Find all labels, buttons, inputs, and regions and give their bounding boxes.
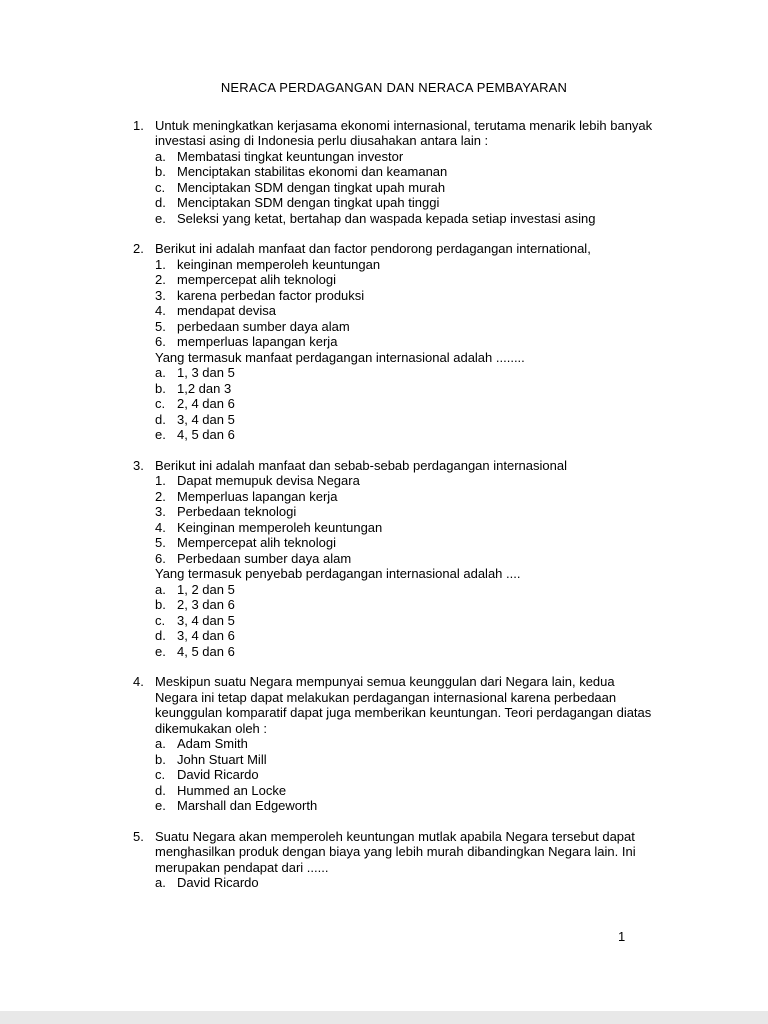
- question-stem: Yang termasuk penyebab perdagangan internasional adalah ....: [155, 566, 521, 581]
- option-letter: a.: [155, 875, 166, 890]
- option-letter: a.: [155, 581, 166, 597]
- option-text: Menciptakan SDM dengan tingkat upah murah: [177, 179, 446, 195]
- question-body: [155, 674, 655, 814]
- question-block: [133, 829, 655, 891]
- answer-option: [155, 736, 655, 752]
- list-item-text: Dapat memupuk devisa Negara: [177, 473, 360, 488]
- option-letter: e.: [155, 643, 166, 659]
- option-text: 1,2 dan 3: [177, 380, 232, 396]
- list-item-text: karena perbedan factor produksi: [177, 287, 365, 303]
- list-item-number: 4.: [155, 519, 166, 535]
- option-letter: a.: [155, 365, 166, 380]
- answer-option: [155, 365, 655, 381]
- option-text: 3, 4 dan 6: [177, 628, 235, 643]
- option-letter: a.: [155, 736, 166, 751]
- option-text: Menciptakan stabilitas ekonomi dan keamanan: [177, 164, 448, 179]
- option-letter: c.: [155, 179, 166, 195]
- question-text: Untuk meningkatkan kerjasama ekonomi internasional, terutama menarik lebih banyak investasi asing di Indonesia perlu diusahakan antara lain :: [155, 117, 653, 148]
- question-number: 5.: [133, 828, 144, 844]
- list-item: [155, 303, 655, 319]
- question-row: [133, 674, 655, 814]
- question-number: 3.: [133, 457, 144, 473]
- question-number: 1.: [133, 117, 144, 133]
- answer-option: [155, 875, 655, 891]
- list-item: [155, 334, 655, 350]
- option-text: Hummed an Locke: [177, 782, 287, 798]
- list-item-number: 4.: [155, 303, 166, 318]
- question-row: [133, 458, 655, 660]
- answer-option: [155, 752, 655, 768]
- list-item-text: Memperluas lapangan kerja: [177, 488, 338, 504]
- list-item: [155, 319, 655, 335]
- list-item: [155, 257, 655, 273]
- question-stem: Yang termasuk manfaat perdagangan internasional adalah ........: [155, 349, 525, 365]
- question-body: [155, 829, 655, 891]
- question-text: Suatu Negara akan memperoleh keuntungan mutlak apabila Negara tersebut dapat menghasilkan produk dengan biaya yang lebih murah dibandingkan Negara lain. Ini merupakan pendapat dari ......: [155, 828, 636, 875]
- list-item-number: 3.: [155, 504, 166, 519]
- answer-option: [155, 783, 655, 799]
- question-number: 2.: [133, 241, 144, 256]
- answer-option: [155, 149, 655, 165]
- option-text: 3, 4 dan 5: [177, 411, 235, 427]
- answer-option: [155, 164, 655, 180]
- list-item-text: mempercepat alih teknologi: [177, 272, 336, 287]
- option-letter: c.: [155, 396, 166, 411]
- answer-option: [155, 597, 655, 613]
- page-number: 1: [618, 929, 626, 944]
- answer-option: [155, 412, 655, 428]
- list-item-number: 2.: [155, 272, 166, 287]
- list-item-number: 2.: [155, 488, 166, 504]
- list-item: [155, 489, 655, 505]
- list-item-text: mendapat devisa: [177, 303, 277, 318]
- list-item-number: 6.: [155, 550, 166, 566]
- list-item: [155, 520, 655, 536]
- list-item-text: Perbedaan sumber daya alam: [177, 550, 352, 566]
- option-text: Menciptakan SDM dengan tingkat upah tinggi: [177, 195, 440, 210]
- answer-option: [155, 427, 655, 443]
- option-text: 1, 3 dan 5: [177, 365, 235, 380]
- question-row: [133, 241, 655, 443]
- list-item-number: 5.: [155, 318, 166, 334]
- option-letter: d.: [155, 628, 166, 643]
- list-item-text: Perbedaan teknologi: [177, 504, 297, 519]
- option-text: Marshall dan Edgeworth: [177, 798, 318, 813]
- list-item: [155, 473, 655, 489]
- question-body: [155, 458, 655, 660]
- option-letter: d.: [155, 782, 166, 798]
- answer-option: [155, 396, 655, 412]
- list-item-text: memperluas lapangan kerja: [177, 334, 338, 349]
- answer-option: [155, 644, 655, 660]
- option-text: 4, 5 dan 6: [177, 643, 235, 659]
- answer-option: [155, 798, 655, 814]
- option-letter: e.: [155, 427, 166, 442]
- option-text: Membatasi tingkat keuntungan investor: [177, 148, 404, 164]
- questions-list: [133, 118, 655, 891]
- option-letter: b.: [155, 380, 166, 396]
- option-letter: e.: [155, 210, 166, 226]
- option-letter: d.: [155, 195, 166, 210]
- question-body: [155, 241, 655, 443]
- option-letter: e.: [155, 798, 166, 813]
- option-text: David Ricardo: [177, 875, 259, 890]
- option-letter: b.: [155, 597, 166, 612]
- option-text: David Ricardo: [177, 767, 259, 782]
- answer-option: [155, 180, 655, 196]
- option-text: 1, 2 dan 5: [177, 581, 235, 597]
- option-letter: b.: [155, 751, 166, 767]
- list-item-number: 1.: [155, 473, 166, 488]
- option-letter: d.: [155, 411, 166, 427]
- list-item: [155, 535, 655, 551]
- answer-option: [155, 582, 655, 598]
- answer-option: [155, 381, 655, 397]
- answer-option: [155, 628, 655, 644]
- list-item-number: 5.: [155, 535, 166, 550]
- option-text: 3, 4 dan 5: [177, 612, 235, 628]
- question-number: 4.: [133, 674, 144, 689]
- question-text: Berikut ini adalah manfaat dan sebab-sebab perdagangan internasional: [155, 457, 567, 473]
- question-text: Meskipun suatu Negara mempunyai semua keunggulan dari Negara lain, kedua Negara ini tetap dapat melakukan perdagangan internasional karena perbedaan keunggulan komparatif dapat juga memberikan keuntungan. Teori perdagangan diatas dikemukakan oleh :: [155, 674, 652, 736]
- list-item-text: keinginan memperoleh keuntungan: [177, 256, 381, 272]
- answer-option: [155, 613, 655, 629]
- option-text: Adam Smith: [177, 736, 248, 751]
- option-letter: a.: [155, 148, 166, 164]
- question-block: [133, 118, 655, 227]
- answer-option: [155, 195, 655, 211]
- question-block: [133, 241, 655, 443]
- question-block: [133, 458, 655, 660]
- list-item: [155, 288, 655, 304]
- question-body: [155, 118, 655, 227]
- option-text: Seleksi yang ketat, bertahap dan waspada kepada setiap investasi asing: [177, 210, 596, 226]
- list-item-number: 6.: [155, 334, 166, 349]
- option-letter: c.: [155, 612, 166, 628]
- question-row: [133, 118, 655, 227]
- answer-option: [155, 211, 655, 227]
- list-item-text: Mempercepat alih teknologi: [177, 535, 336, 550]
- list-item: [155, 272, 655, 288]
- list-item: [155, 551, 655, 567]
- option-letter: c.: [155, 767, 166, 782]
- option-text: John Stuart Mill: [177, 751, 267, 767]
- document-title: NERACA PERDAGANGAN DAN NERACA PEMBAYARAN: [220, 80, 568, 95]
- option-text: 2, 3 dan 6: [177, 597, 235, 612]
- list-item-number: 1.: [155, 256, 166, 272]
- question-row: [133, 829, 655, 891]
- question-text: Berikut ini adalah manfaat dan factor pendorong perdagangan international,: [155, 241, 591, 256]
- question-block: [133, 674, 655, 814]
- list-item-text: perbedaan sumber daya alam: [177, 318, 350, 334]
- page-bottom-edge: [0, 1011, 768, 1024]
- list-item-number: 3.: [155, 287, 166, 303]
- document-content: [133, 80, 655, 906]
- list-item-text: Keinginan memperoleh keuntungan: [177, 519, 383, 535]
- answer-option: [155, 767, 655, 783]
- list-item: [155, 504, 655, 520]
- option-text: 4, 5 dan 6: [177, 427, 235, 442]
- option-text: 2, 4 dan 6: [177, 396, 235, 411]
- option-letter: b.: [155, 164, 166, 179]
